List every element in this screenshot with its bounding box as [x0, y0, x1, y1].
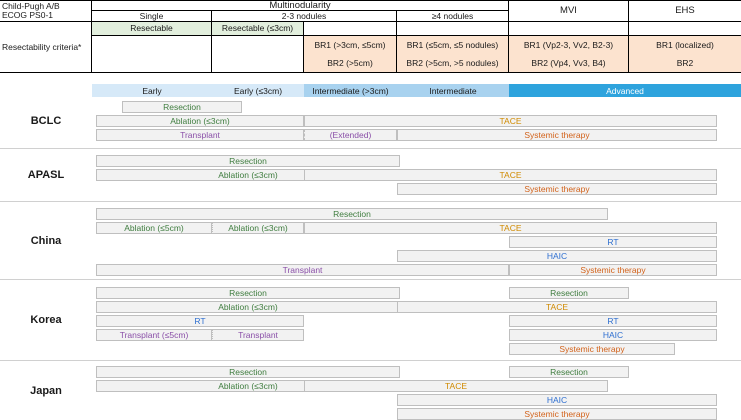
- br1-blank-single: [92, 36, 212, 54]
- china-bar-transplant: Transplant: [96, 264, 509, 276]
- korea-bar-rt-right: RT: [509, 315, 717, 327]
- br1-mvi: BR1 (Vp2-3, Vv2, B2-3): [509, 36, 629, 54]
- apasl-bar-ablation: Ablation (≤3cm): [96, 169, 400, 181]
- china-bar-haic: HAIC: [397, 250, 717, 262]
- korea-bar-haic: HAIC: [509, 329, 717, 341]
- korea-bar-transplant-5cm: Transplant (≤5cm): [96, 329, 212, 341]
- japan-bar-haic: HAIC: [397, 394, 717, 406]
- row-divider-4: [0, 360, 741, 361]
- br2-mvi: BR2 (Vp4, Vv3, B4): [509, 54, 629, 73]
- guideline-label-korea: Korea: [30, 314, 62, 326]
- bclc-bar-resection: Resection: [122, 101, 242, 113]
- resectable-blank-4: [629, 22, 741, 36]
- group-multinodularity: Multinodularity: [92, 0, 509, 11]
- subgroup-2-3-nodules: 2-3 nodules: [212, 11, 397, 22]
- row-divider-1: [0, 148, 741, 149]
- stage-intermediate: Intermediate: [397, 84, 509, 97]
- bclc-bar-ablation: Ablation (≤3cm): [96, 115, 304, 127]
- br2-2-3-large: BR2 (>5cm): [304, 54, 397, 73]
- resectable-2-3: Resectable (≤3cm): [212, 22, 304, 36]
- stage-intermediate-gt3cm: Intermediate (>3cm): [304, 84, 397, 97]
- korea-bar-tace: TACE: [397, 301, 717, 313]
- stage-advanced: Advanced: [509, 84, 741, 97]
- korea-bar-systemic: Systemic therapy: [509, 343, 675, 355]
- bclc-bar-systemic: Systemic therapy: [397, 129, 717, 141]
- apasl-bar-systemic: Systemic therapy: [397, 183, 717, 195]
- bclc-bar-tace: TACE: [304, 115, 717, 127]
- bclc-bar-transplant-extended: (Extended): [304, 129, 397, 141]
- stage-early: Early: [92, 84, 212, 97]
- patient-status-cell: [0, 0, 92, 22]
- guideline-label-bclc: BCLC: [30, 115, 62, 127]
- guideline-label-apasl: APASL: [27, 169, 65, 181]
- header-grid: [0, 0, 741, 82]
- korea-bar-transplant: Transplant: [212, 329, 304, 341]
- patient-status-line2: ECOG PS0-1: [2, 10, 54, 20]
- china-bar-systemic: Systemic therapy: [509, 264, 717, 276]
- group-mvi: MVI: [509, 0, 629, 22]
- br1-ge4: BR1 (≤5cm, ≤5 nodules): [397, 36, 509, 54]
- china-bar-ablation-5cm: Ablation (≤5cm): [96, 222, 212, 234]
- japan-bar-resection-right: Resection: [509, 366, 629, 378]
- br2-blank-2-3: [212, 54, 304, 73]
- bclc-bar-transplant: Transplant: [96, 129, 304, 141]
- resectability-criteria-label: Resectability criteria*: [0, 22, 92, 73]
- patient-status-line1: Child-Pugh A/B: [2, 1, 60, 12]
- resectable-blank-3: [509, 22, 629, 36]
- apasl-bar-resection: Resection: [96, 155, 400, 167]
- resectable-blank-2: [397, 22, 509, 36]
- br1-blank-2-3: [212, 36, 304, 54]
- row-divider-2: [0, 201, 741, 202]
- br2-ge4: BR2 (>5cm, >5 nodules): [397, 54, 509, 73]
- guideline-label-china: China: [30, 234, 62, 247]
- br1-2-3-large: BR1 (>3cm, ≤5cm): [304, 36, 397, 54]
- japan-bar-systemic: Systemic therapy: [397, 408, 717, 420]
- br2-ehs: BR2: [629, 54, 741, 73]
- subgroup-single: Single: [92, 11, 212, 22]
- china-bar-resection: Resection: [96, 208, 608, 220]
- china-bar-ablation-3cm: Ablation (≤3cm): [212, 222, 304, 234]
- br1-ehs: BR1 (localized): [629, 36, 741, 54]
- japan-bar-resection-left: Resection: [96, 366, 400, 378]
- korea-bar-rt-left: RT: [96, 315, 304, 327]
- japan-bar-tace: TACE: [304, 380, 608, 392]
- stage-early-3cm: Early (≤3cm): [212, 84, 304, 97]
- apasl-bar-tace: TACE: [304, 169, 717, 181]
- china-bar-rt: RT: [509, 236, 717, 248]
- resectable-blank-1: [304, 22, 397, 36]
- korea-bar-resection-right: Resection: [509, 287, 629, 299]
- korea-bar-ablation: Ablation (≤3cm): [96, 301, 400, 313]
- guideline-label-japan: Japan: [30, 384, 62, 397]
- resectable-single: Resectable: [92, 22, 212, 36]
- china-bar-tace: TACE: [304, 222, 717, 234]
- br2-blank-single: [92, 54, 212, 73]
- group-ehs: EHS: [629, 0, 741, 22]
- japan-bar-ablation: Ablation (≤3cm): [96, 380, 400, 392]
- row-divider-3: [0, 279, 741, 280]
- subgroup-ge4-nodules: ≥4 nodules: [397, 11, 509, 22]
- korea-bar-resection-left: Resection: [96, 287, 400, 299]
